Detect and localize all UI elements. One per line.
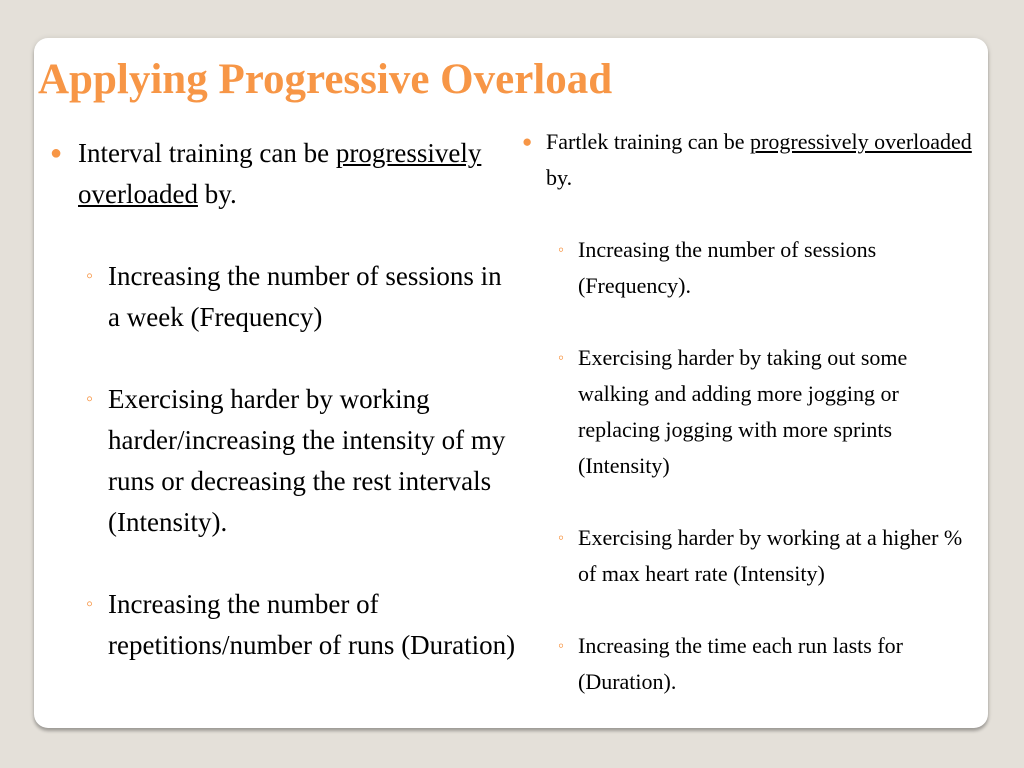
fartlek-intro-underlined: progressively overloaded xyxy=(750,129,972,154)
slide-title: Applying Progressive Overload xyxy=(38,56,613,103)
fartlek-item-intensity-jogging xyxy=(522,340,972,484)
fartlek-intro-bullet xyxy=(522,124,972,196)
fartlek-item-text: Exercising harder by taking out some walking and adding more jogging or replacing jogging with more sprints (Intensity) xyxy=(578,345,908,478)
fartlek-item-duration xyxy=(522,628,972,700)
interval-intro-underlined: progressively overloaded xyxy=(78,138,482,209)
sub-bullet-icon: ◦ xyxy=(558,348,565,367)
fartlek-item-frequency xyxy=(522,232,972,304)
fartlek-item-text: Exercising harder by working at a higher % of max heart rate (Intensity) xyxy=(578,525,963,586)
sub-bullet-icon: ◦ xyxy=(86,388,94,410)
interval-intro-text: Interval training can be xyxy=(78,138,336,168)
bullet-icon: ● xyxy=(50,142,63,164)
fartlek-item-text: Increasing the time each run lasts for (Duration). xyxy=(578,633,903,694)
interval-intro-suffix: by. xyxy=(197,179,237,209)
sub-bullet-icon: ◦ xyxy=(558,240,565,259)
interval-training-column xyxy=(50,133,520,666)
sub-bullet-icon: ◦ xyxy=(558,528,565,547)
interval-item-intensity xyxy=(50,379,520,543)
interval-item-text: Increasing the number of sessions in a week (Frequency) xyxy=(108,261,502,332)
fartlek-training-column xyxy=(522,124,972,700)
interval-intro-bullet xyxy=(50,133,520,215)
sub-bullet-icon: ◦ xyxy=(86,593,94,615)
fartlek-intro-text: Fartlek training can be xyxy=(546,129,751,154)
fartlek-item-intensity-heart-rate xyxy=(522,520,972,592)
interval-item-text: Exercising harder by working harder/increasing the intensity of my runs or decreasing the rest intervals (Intensity). xyxy=(108,384,506,537)
fartlek-item-text: Increasing the number of sessions (Frequency). xyxy=(578,237,877,298)
interval-item-text: Increasing the number of repetitions/number of runs (Duration) xyxy=(108,589,516,660)
sub-bullet-icon: ◦ xyxy=(558,636,565,655)
fartlek-intro-suffix: by. xyxy=(546,165,573,190)
interval-item-frequency xyxy=(50,256,520,338)
interval-item-duration xyxy=(50,584,520,666)
sub-bullet-icon: ◦ xyxy=(86,265,94,287)
bullet-icon: ● xyxy=(522,132,533,151)
